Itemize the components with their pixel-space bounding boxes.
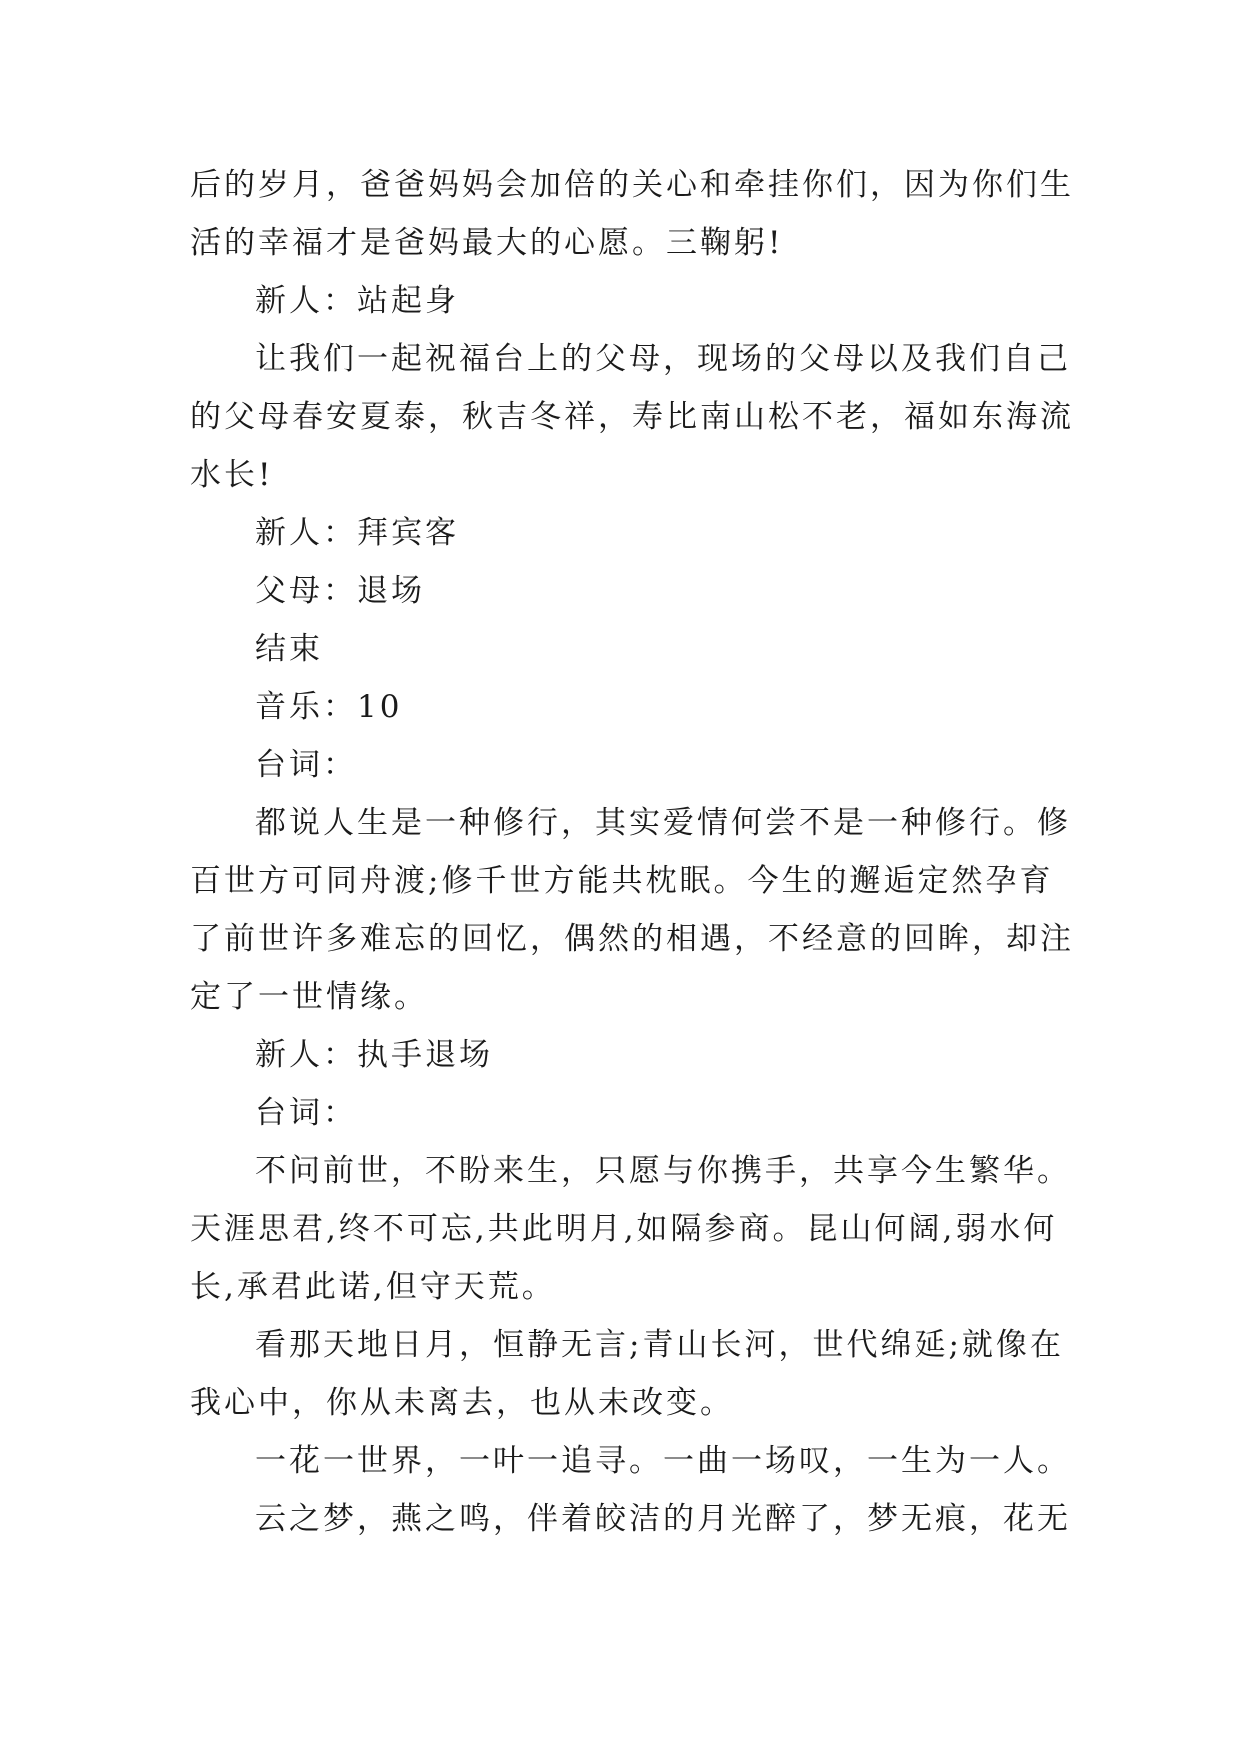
paragraph: [190, 1490, 1071, 1548]
paragraph: [190, 1316, 1064, 1432]
text-line: 不问前世，不盼来生，只愿与你携手，共享今生繁华。: [255, 1153, 1071, 1189]
text-line: 的父母春安夏泰，秋吉冬祥，寿比南山松不老，福如东海流: [190, 399, 1074, 435]
document-page: [190, 156, 1074, 1548]
text-line: 天涯思君,终不可忘,共此明月,如隔参商。昆山何阔,弱水何: [190, 1211, 1058, 1247]
text-line: 新人：拜宾客: [255, 515, 459, 551]
paragraph: [190, 620, 1050, 678]
text-line: 活的幸福才是爸妈最大的心愿。三鞠躬!: [190, 225, 784, 261]
paragraph: [190, 562, 1050, 620]
text-line: 长,承君此诺,但守天荒。: [190, 1269, 556, 1305]
paragraph: [190, 272, 1050, 330]
paragraph: [190, 330, 1074, 504]
text-line: 都说人生是一种修行，其实爱情何尝不是一种修行。修: [255, 805, 1071, 841]
paragraph: [190, 1432, 1071, 1490]
paragraph: [190, 1084, 1050, 1142]
text-line: 后的岁月，爸爸妈妈会加倍的关心和牵挂你们，因为你们生: [190, 167, 1074, 203]
paragraph: [190, 1142, 1071, 1316]
text-line: 新人：执手退场: [255, 1037, 493, 1073]
paragraph: [190, 736, 1050, 794]
paragraph: [190, 678, 1050, 736]
text-line: 我心中，你从未离去，也从未改变。: [190, 1385, 734, 1421]
text-line: 结束: [255, 631, 323, 667]
text-line: 台词：: [255, 1095, 357, 1131]
text-line: 云之梦，燕之鸣，伴着皎洁的月光醉了，梦无痕，花无: [255, 1501, 1071, 1537]
text-line: 新人：站起身: [255, 283, 459, 319]
text-line: 台词：: [255, 747, 357, 783]
text-line: 父母：退场: [255, 573, 425, 609]
text-line: 看那天地日月，恒静无言;青山长河，世代绵延;就像在: [255, 1327, 1064, 1363]
paragraph: [190, 156, 1074, 272]
text-line: 定了一世情缘。: [190, 979, 428, 1015]
paragraph: [190, 504, 1050, 562]
text-line: 让我们一起祝福台上的父母，现场的父母以及我们自己: [255, 341, 1071, 377]
paragraph: [190, 1026, 1050, 1084]
paragraph: [190, 794, 1074, 1026]
text-line: 了前世许多难忘的回忆，偶然的相遇，不经意的回眸，却注: [190, 921, 1074, 957]
text-line: 音乐：10: [255, 689, 403, 725]
text-line: 一花一世界，一叶一追寻。一曲一场叹，一生为一人。: [255, 1443, 1071, 1479]
text-line: 水长!: [190, 457, 274, 493]
text-line: 百世方可同舟渡;修千世方能共枕眠。今生的邂逅定然孕育: [190, 863, 1054, 899]
